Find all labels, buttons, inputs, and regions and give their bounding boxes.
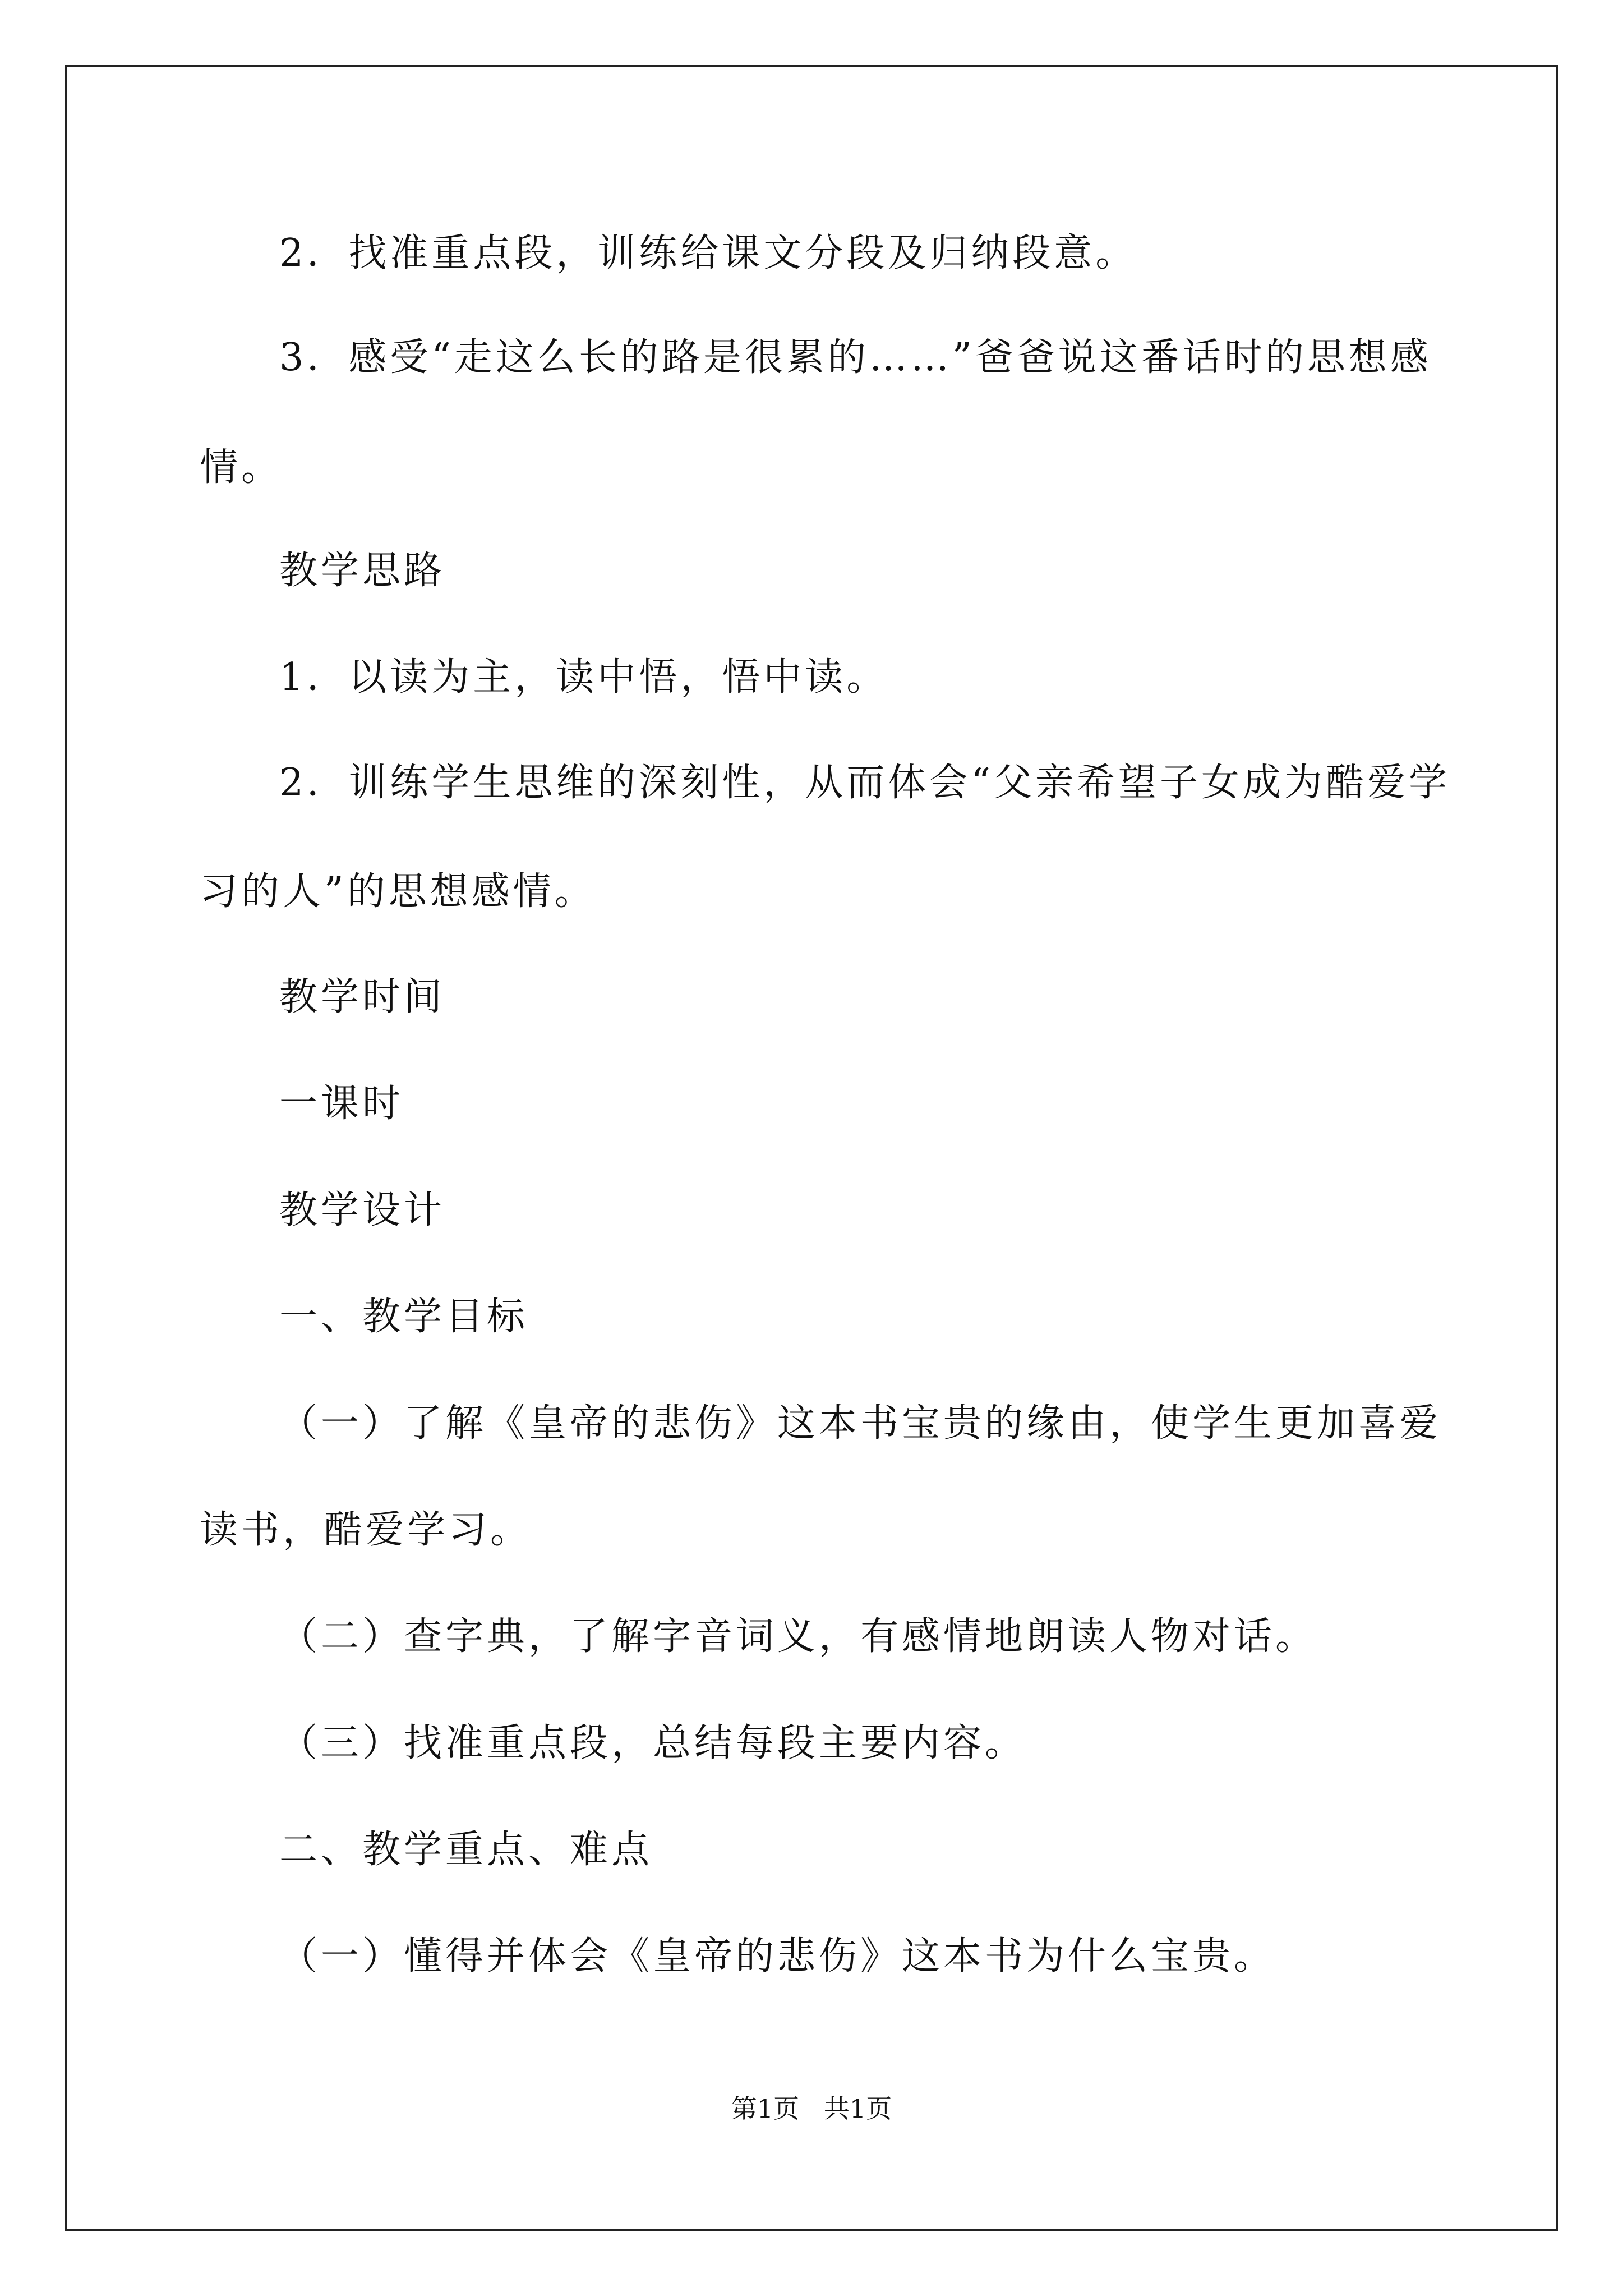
section-heading: 教学设计 — [279, 1188, 446, 1232]
paragraph-line: 习的人”的思想感情。 — [200, 869, 596, 914]
paragraph-line: （三）找准重点段，总结每段主要内容。 — [279, 1721, 1027, 1765]
section-heading: 教学时间 — [279, 975, 446, 1019]
paragraph-line: 3．感受“走这么长的路是很累的……”爸爸说这番话时的思想感 — [279, 335, 1432, 380]
section-heading: 教学思路 — [279, 549, 446, 593]
section-heading: 一、教学目标 — [279, 1295, 529, 1339]
paragraph-line: （二）查字典，了解字音词义，有感情地朗读人物对话。 — [279, 1614, 1317, 1659]
paragraph-line: 2．找准重点段，训练给课文分段及归纳段意。 — [279, 231, 1137, 275]
paragraph-line: 情。 — [200, 445, 283, 490]
section-heading: 二、教学重点、难点 — [279, 1828, 653, 1872]
paragraph-line: （一）懂得并体会《皇帝的悲伤》这本书为什么宝贵。 — [279, 1934, 1276, 1978]
page-footer: 第1页 共1页 — [731, 2093, 892, 2124]
paragraph-line: （一）了解《皇帝的悲伤》这本书宝贵的缘由，使学生更加喜爱 — [279, 1401, 1442, 1446]
paragraph-line: 一课时 — [279, 1082, 404, 1126]
page-border — [65, 65, 1558, 2231]
paragraph-line: 1．以读为主，读中悟，悟中读。 — [279, 655, 888, 700]
paragraph-line: 读书，酷爱学习。 — [200, 1508, 532, 1552]
paragraph-line: 2．训练学生思维的深刻性，从而体会“父亲希望子女成为酷爱学 — [279, 761, 1451, 805]
